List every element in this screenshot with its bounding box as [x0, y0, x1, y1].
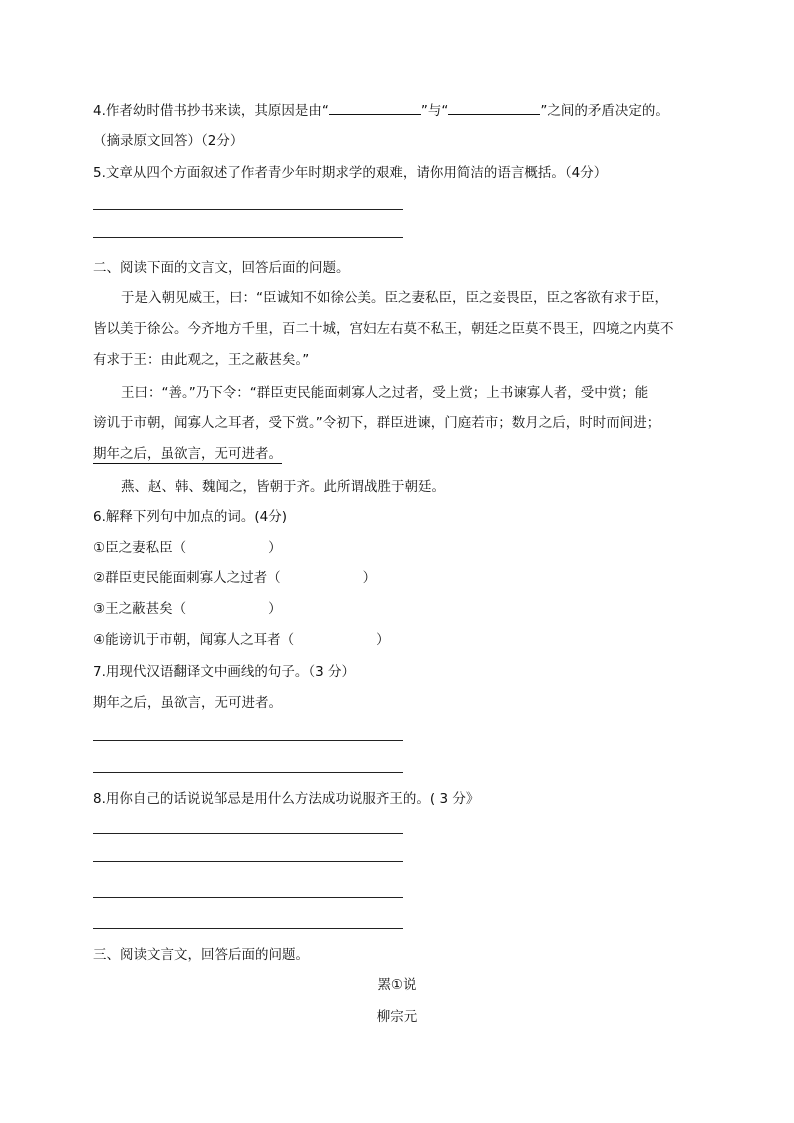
- passage-line: 皆以美于徐公。今齐地方千里，百二十城，宫妇左右莫不私王，朝廷之臣莫不畏王，四境之内莫不: [93, 321, 674, 337]
- passage-line: 于是入朝见威王，曰：“臣诚知不如徐公美。臣之妻私臣，臣之妾畏臣，臣之客欲有求于臣，: [121, 290, 668, 306]
- answer-line[interactable]: [93, 237, 403, 238]
- answer-line[interactable]: [93, 897, 403, 898]
- passage-title: 罴①说: [377, 977, 417, 993]
- passage-author: 柳宗元: [376, 1009, 418, 1025]
- item-text: ④能谤讥于市朝，闻寡人之耳者（: [93, 632, 295, 648]
- answer-line[interactable]: [93, 861, 403, 862]
- answer-line[interactable]: [93, 772, 403, 773]
- item-close: ）: [268, 540, 282, 556]
- passage-line: 有求于王：由此观之，王之蔽甚矣。”: [93, 352, 310, 368]
- question-6-item-4: [93, 630, 390, 650]
- question-6-item-1: [93, 538, 282, 558]
- item-close: ）: [268, 601, 282, 617]
- answer-line[interactable]: [93, 740, 403, 741]
- answer-line[interactable]: [93, 833, 403, 834]
- item-text: ①臣之妻私臣（: [93, 540, 187, 556]
- question-7-sentence: 期年之后，虽欲言，无可进者。: [93, 695, 282, 711]
- section-3-heading: 三、阅读文言文，回答后面的问题。: [93, 947, 309, 963]
- question-4-line-2: （摘录原文回答）（2分）: [93, 133, 244, 149]
- answer-blank-1[interactable]: [329, 100, 421, 115]
- item-close: ）: [362, 570, 377, 586]
- answer-line[interactable]: [93, 928, 403, 929]
- item-close: ）: [376, 632, 390, 648]
- passage-line: 谤讥于市朝，闻寡人之耳者，受下赏。”令初下，群臣进谏，门庭若市；数月之后，时时而间进；: [93, 415, 661, 431]
- question-4-text-b: ”与“: [420, 103, 449, 119]
- question-6-item-2: [93, 568, 376, 588]
- question-4-text-c: ”之间的矛盾决定的。: [540, 103, 669, 119]
- question-5: 5.文章从四个方面叙述了作者青少年时期求学的艰难，请你用简洁的语言概括。（4分）: [93, 165, 608, 181]
- section-2-heading: 二、阅读下面的文言文，回答后面的问题。: [93, 260, 350, 276]
- item-text: ③王之蔽甚矣（: [93, 601, 187, 617]
- answer-blank-2[interactable]: [448, 100, 540, 115]
- question-4-text-a: 4.作者幼时借书抄书来读，其原因是由“: [93, 103, 329, 119]
- question-7-title: 7.用现代汉语翻译文中画线的句子。（3 分）: [93, 664, 356, 680]
- question-6-item-3: [93, 599, 282, 619]
- answer-line[interactable]: [93, 209, 403, 210]
- passage-underlined-line: [93, 444, 282, 464]
- question-4-line-1: [93, 100, 669, 121]
- passage-line: 燕、赵、韩、魏闻之，皆朝于齐。此所谓战胜于朝廷。: [121, 479, 445, 495]
- item-text: ②群臣吏民能面刺寡人之过者（: [93, 570, 281, 586]
- question-8-title: 8.用你自己的话说说邹忌是用什么方法成功说服齐王的。( 3 分》: [93, 791, 480, 807]
- underlined-sentence: 期年之后，虽欲言，无可进者。: [93, 446, 282, 462]
- passage-line: 王曰：“善。”乃下令：“群臣吏民能面刺寡人之过者，受上赏；上书谏寡人者，受中赏；能: [121, 385, 649, 401]
- question-6-title: 6.解释下列句中加点的词。(4分): [93, 509, 288, 525]
